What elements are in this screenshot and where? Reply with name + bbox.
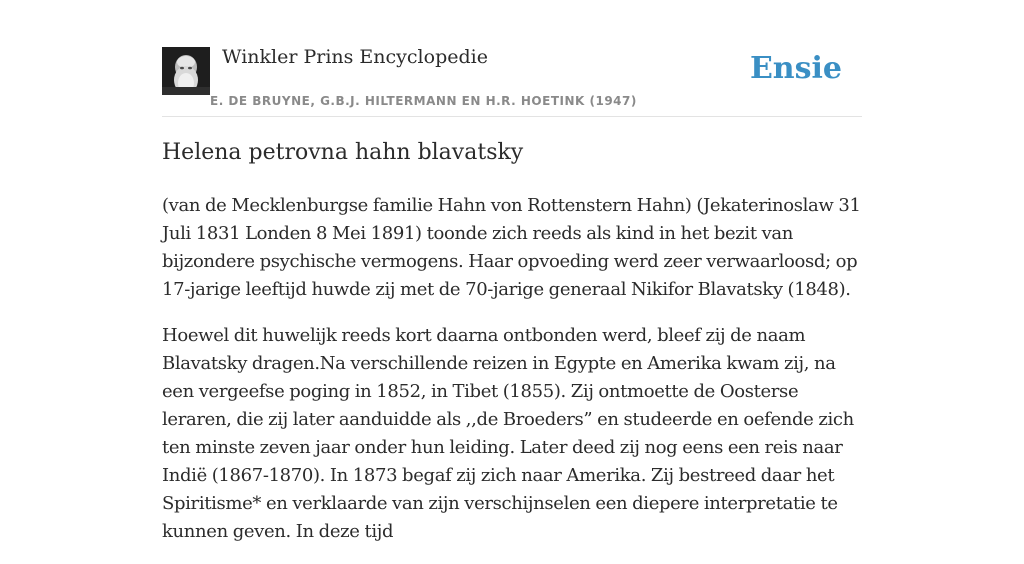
author-avatar[interactable] (162, 47, 210, 95)
article-body (162, 192, 862, 564)
content-container (162, 0, 862, 542)
article-paragraph: Hoewel dit huwelijk reeds kort daarna ontbonden werd, bleef zij de naam Blavatsky dragen.Na verschillende reizen in Egypte en Amerika kwam zij, na een vergeefse poging in 1852, in Tibet (1855). Zij ontmoette de Oosterse leraren, die zij later aanduidde als ,,de Broeders” en studeerde en oefende zich ten minste zeven jaar onder hun leiding. Later deed zij nog eens een reis naar Indië (1867-1870). In 1873 begaf zij zich naar Amerika. Zij bestreed daar het Spiritisme* en verklaarde van zijn verschijnselen een diepere interpretatie te kunnen geven. In deze tijd (162, 325, 854, 542)
source-title[interactable]: Winkler Prins Encyclopedie (222, 46, 488, 68)
ensie-logo-link[interactable]: Ensie (749, 51, 842, 86)
article-paragraph: (van de Mecklenburgse familie Hahn von Rottenstern Hahn) (Jekaterinoslaw 31 Juli 1831 Londen 8 Mei 1891) toonde zich reeds als kind in het bezit van bijzondere psychische vermogens. Haar opvoeding werd zeer verwaarloosd; op 17-jarige leeftijd huwde zij met de 70-jarige generaal Nikifor Blavatsky (1848). (162, 195, 861, 300)
source-authors: E. DE BRUYNE, G.B.J. HILTERMANN EN H.R. HOETINK (1947) (210, 94, 637, 108)
author-portrait-icon (162, 47, 210, 95)
article-title: Helena petrovna hahn blavatsky (162, 140, 524, 165)
source-header (162, 0, 862, 117)
